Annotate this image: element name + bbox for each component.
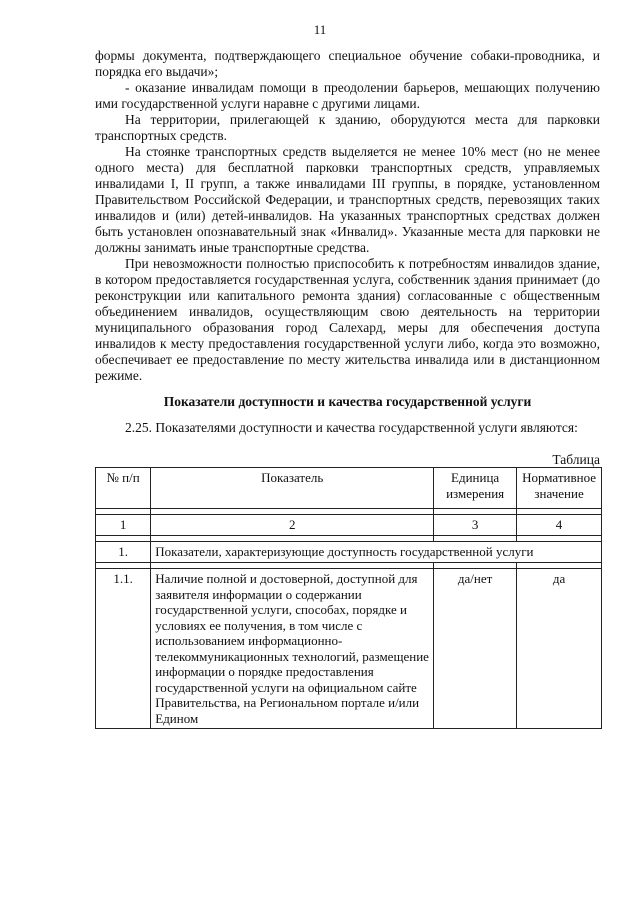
section-number: 1. xyxy=(96,542,151,563)
column-number-3: 3 xyxy=(434,515,517,536)
section-row xyxy=(96,542,602,563)
table-caption: Таблица xyxy=(552,452,600,467)
row-indicator: Наличие полной и достоверной, доступной для заявителя информации о содержании государственной услуги, способах, порядке и условиях ее получения, в том числе с использованием информационно-телекоммуникационных технологий, размещение информации о порядке предоставления государственной услуги на официальном сайте Правительства, на Региональном портале и/или Едином xyxy=(151,569,434,729)
indicators-table xyxy=(95,467,602,729)
page-number: 11 xyxy=(313,22,327,37)
section-title: Показатели, характеризующие доступность государственной услуги xyxy=(151,542,602,563)
header-number: № п/п xyxy=(96,468,151,509)
paragraph-2: - оказание инвалидам помощи в преодолении барьеров, мешающих получению ими государственной услуги наравне с другими лицами. xyxy=(95,80,600,111)
header-norm: Нормативное значение xyxy=(517,468,602,509)
row-norm: да xyxy=(517,569,602,729)
paragraph-4: На стоянке транспортных средств выделяется не менее 10% мест (но не менее одного места) для бесплатной парковки транспортных средств, управляемых инвалидами I, II групп, а также инвалидами III группы, в порядке, установленном Правительством Российской Федерации, и транспортных средств, перевозящих таких инвалидов и (или) детей-инвалидов. На указанных транспортных средствах должен быть установлен опознавательный знак «Инвалид». Указанные места для парковки не должны занимать иные транспортные средства. xyxy=(95,144,600,255)
table-header-row xyxy=(96,468,602,509)
column-numbers-row xyxy=(96,515,602,536)
body-text xyxy=(95,48,600,384)
row-number: 1.1. xyxy=(96,569,151,729)
column-number-4: 4 xyxy=(517,515,602,536)
section-heading: Показатели доступности и качества государственной услуги xyxy=(163,394,532,409)
header-indicator: Показатель xyxy=(151,468,434,509)
column-number-2: 2 xyxy=(151,515,434,536)
intro-paragraph: 2.25. Показателями доступности и качества государственной услуги являются: xyxy=(125,420,578,435)
paragraph-5: При невозможности полностью приспособить к потребностям инвалидов здание, в котором предоставляется государственная услуга, собственник здания принимает (до реконструкции или капитального ремонта здания) согласованные с общественным объединением инвалидов, осуществляющим свою деятельность на территории муниципального образования город Салехард, меры для обеспечения доступа инвалидов к месту предоставления государственной услуги либо, когда это возможно, обеспечивает ее предоставление по месту жительства инвалида или в дистанционном режиме. xyxy=(95,256,600,383)
row-unit: да/нет xyxy=(434,569,517,729)
column-number-1: 1 xyxy=(96,515,151,536)
paragraph-1: формы документа, подтверждающего специальное обучение собаки-проводника, и порядка его выдачи»; xyxy=(95,48,600,79)
table-row xyxy=(96,569,602,729)
header-unit: Единица измерения xyxy=(434,468,517,509)
paragraph-3: На территории, прилегающей к зданию, оборудуются места для парковки транспортных средств. xyxy=(95,112,600,143)
